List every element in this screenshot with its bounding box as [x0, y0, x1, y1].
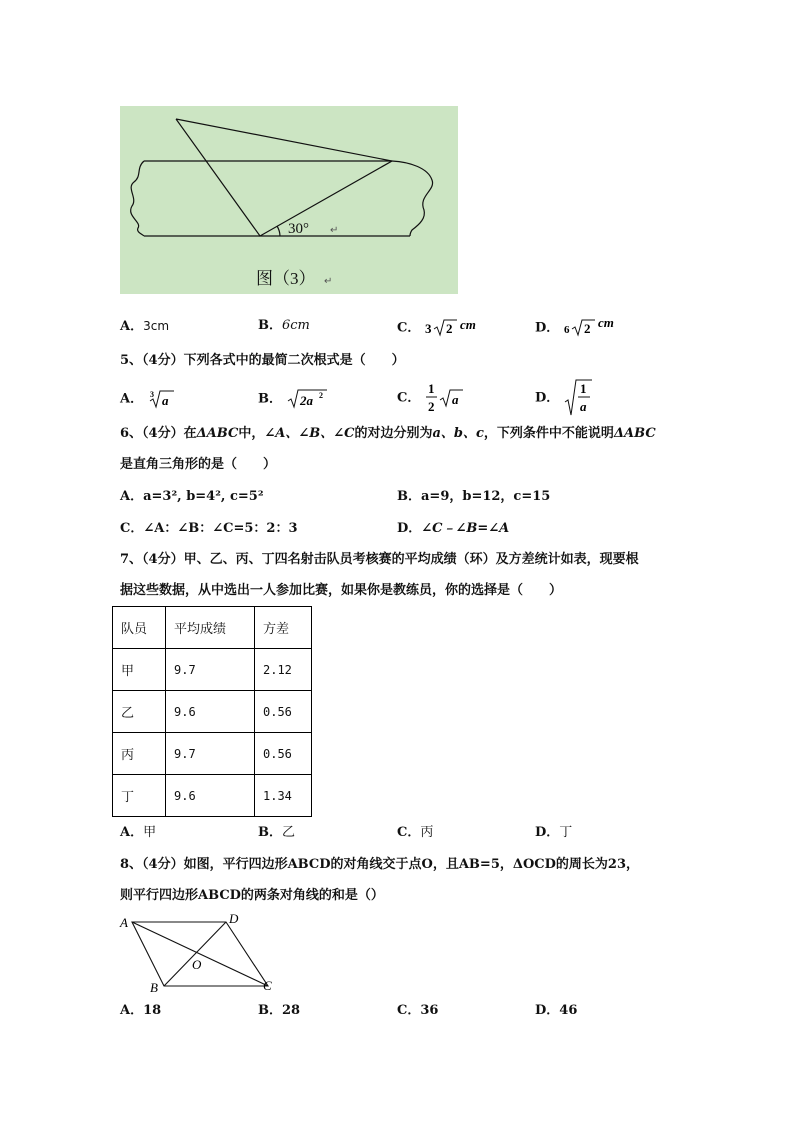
- svg-text:1: 1: [579, 381, 587, 396]
- q5-option-d[interactable]: D． 1 a: [535, 378, 594, 418]
- q4-option-b[interactable]: B．6cm: [258, 318, 310, 333]
- q8-prompt-line1: 8、（4分）如图，平行四边形ABCD的对角线交于点O，且AB=5，ΔOCD的周长为23，: [120, 857, 639, 872]
- svg-text:2: 2: [427, 399, 435, 414]
- table-cell: 9.7: [166, 733, 255, 775]
- q7-score-table: [112, 606, 312, 817]
- q6-prompt-line2: 是直角三角形的是（ ）: [120, 457, 277, 472]
- table-cell: 丙: [113, 733, 166, 775]
- q7-prompt-line2: 据这些数据，从中选出一人参加比赛，如果你是教练员，你的选择是（ ）: [120, 583, 563, 598]
- svg-text:cm: cm: [459, 317, 476, 332]
- table-header: 队员: [113, 607, 166, 649]
- svg-text:a: a: [161, 393, 169, 408]
- table-header-row: [113, 607, 312, 649]
- vertex-label-c: C: [263, 978, 272, 993]
- svg-text:cm: cm: [597, 317, 614, 330]
- q8-option-b[interactable]: B．28: [258, 1003, 301, 1018]
- q4-option-a-value: 3cm: [143, 319, 170, 333]
- q6-option-b[interactable]: B．a=9，b=12，c=15: [397, 489, 551, 504]
- table-row: [113, 775, 312, 817]
- svg-text:2a: 2a: [299, 393, 313, 408]
- table-row: [113, 649, 312, 691]
- vertex-label-a: A: [120, 915, 128, 930]
- q6-option-c[interactable]: C．∠A：∠B：∠C=5：2：3: [120, 521, 298, 536]
- table-cell: 9.6: [166, 691, 255, 733]
- center-label-o: O: [192, 957, 202, 972]
- table-row: [113, 691, 312, 733]
- svg-text:3: 3: [424, 321, 432, 336]
- q6-prompt-line1: 6、（4分）在ΔABC中，∠A、∠B、∠C的对边分别为a、b、c，下列条件中不能说明ΔABC: [120, 426, 656, 441]
- q5-option-a-formula: [148, 388, 178, 410]
- svg-text:2: 2: [445, 321, 453, 336]
- q5-option-b-formula: [287, 388, 331, 410]
- table-header: 方差: [255, 607, 312, 649]
- figure-caption: 图（3）: [256, 269, 316, 288]
- q7-option-b[interactable]: B．乙: [258, 825, 296, 840]
- score-table: [112, 606, 312, 817]
- q7-option-d[interactable]: D．丁: [535, 825, 573, 840]
- table-cell: 9.6: [166, 775, 255, 817]
- angle-label: 30°: [288, 221, 309, 237]
- q6-option-a[interactable]: A．a=3², b=4², c=5²: [120, 489, 264, 504]
- parallelogram-drawing: [116, 910, 286, 996]
- q7-option-c[interactable]: C．丙: [397, 825, 434, 840]
- q4-option-c-formula: [425, 317, 501, 339]
- q6-option-d-text: ∠C﹣∠B=∠A: [421, 521, 510, 536]
- q8-option-a[interactable]: A．18: [120, 1003, 162, 1018]
- q4-option-d[interactable]: D． 6 2 cm: [535, 317, 640, 339]
- q5-option-c[interactable]: C． 1 2 a: [397, 380, 465, 416]
- q8-prompt-line2: 则平行四边形ABCD的两条对角线的和是（）: [120, 888, 384, 903]
- return-mark-2: ↵: [324, 276, 333, 287]
- q6-option-d[interactable]: D．∠C﹣∠B=∠A: [397, 521, 510, 536]
- q4-option-d-formula: [564, 317, 640, 339]
- figure-3-background: [120, 106, 458, 294]
- q5-option-c-formula: [425, 380, 465, 416]
- q6-option-b-text: a=9，b=12，c=15: [421, 489, 551, 504]
- q6-option-a-text: a=3², b=4², c=5²: [143, 489, 264, 504]
- table-cell: 甲: [113, 649, 166, 691]
- table-cell: 乙: [113, 691, 166, 733]
- q4-option-b-value: 6cm: [282, 318, 310, 333]
- return-mark-1: ↵: [330, 225, 339, 236]
- svg-text:3: 3: [149, 390, 154, 399]
- table-cell: 0.56: [255, 733, 312, 775]
- q7-prompt-line1: 7、（4分）甲、乙、丙、丁四名射击队员考核赛的平均成绩（环）及方差统计如表，现要根: [120, 552, 639, 567]
- table-cell: 9.7: [166, 649, 255, 691]
- table-cell: 1.34: [255, 775, 312, 817]
- svg-text:1: 1: [427, 381, 435, 396]
- q4-option-a[interactable]: A．3cm: [120, 319, 170, 334]
- table-row: [113, 733, 312, 775]
- svg-text:6: 6: [563, 324, 570, 336]
- figure-3-drawing: [120, 106, 458, 294]
- vertex-label-b: B: [150, 980, 158, 995]
- table-cell: 丁: [113, 775, 166, 817]
- svg-text:2: 2: [318, 391, 323, 400]
- figure-3: [120, 106, 458, 294]
- table-cell: 2.12: [255, 649, 312, 691]
- svg-text:2: 2: [583, 321, 591, 336]
- svg-text:a: a: [451, 392, 459, 407]
- q5-option-d-formula: [564, 378, 594, 418]
- q8-option-d[interactable]: D．46: [535, 1003, 578, 1018]
- q6-option-c-text: ∠A：∠B：∠C=5：2：3: [143, 521, 298, 536]
- svg-text:a: a: [579, 399, 587, 414]
- vertex-label-d: D: [229, 911, 239, 926]
- parallelogram-figure: [116, 910, 286, 996]
- q8-option-c[interactable]: C．36: [397, 1003, 439, 1018]
- q5-prompt: 5、（4分）下列各式中的最简二次根式是（ ）: [120, 353, 405, 368]
- q7-option-a[interactable]: A．甲: [120, 825, 157, 840]
- q4-option-c[interactable]: C． 3 2 cm: [397, 317, 501, 339]
- q5-option-b[interactable]: B． 2a 2: [258, 388, 331, 410]
- table-header: 平均成绩: [166, 607, 255, 649]
- table-cell: 0.56: [255, 691, 312, 733]
- q5-option-a[interactable]: A． 3 a: [120, 388, 178, 410]
